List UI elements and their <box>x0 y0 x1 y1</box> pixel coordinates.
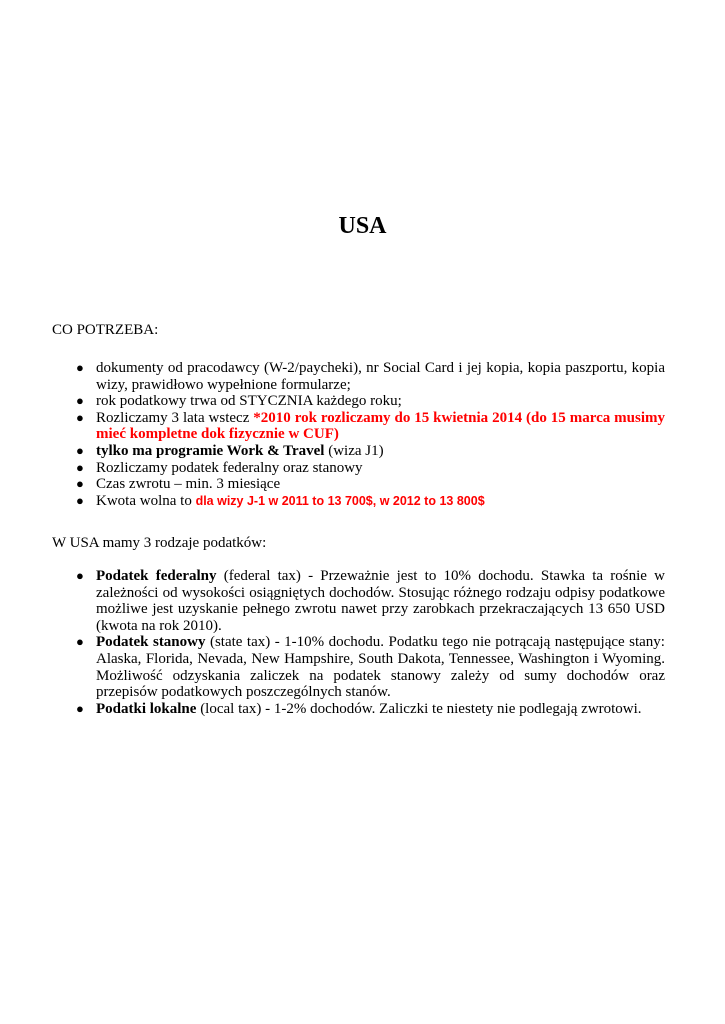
list-item-text: Rozliczamy podatek federalny oraz stanowy <box>96 459 363 476</box>
list-item <box>0 360 725 393</box>
list-item-text: dokumenty od pracodawcy (W-2/paycheki), nr Social Card i jej kopia, kopia paszportu, kopia wizy, prawidłowo wypełnione formularze; <box>96 360 665 393</box>
list-item-text: (wiza J1) <box>324 442 384 459</box>
list-item-text: (federal tax) - Przeważnie jest to 10% dochodu. Stawka ta rośnie w zależności od wysokości osiągniętych dochodów. Stosując różnego rodzaju odpisy podatkowe możliwe jest uzyskanie pełnego zwrotu nawet przy zarobkach przekraczających 13 650 USD (kwota na rok 2010). <box>96 568 665 634</box>
requirements-list <box>0 360 725 509</box>
page-title: USA <box>338 213 387 239</box>
bullet-icon: ● <box>76 442 84 458</box>
section-heading-tax-types: W USA mamy 3 rodzaje podatków: <box>52 535 267 551</box>
list-item-text: (local tax) - 1-2% dochodów. Zaliczki te niestety nie podlegają zwrotowi. <box>196 700 642 717</box>
bullet-icon: ● <box>76 568 84 583</box>
list-item <box>0 476 725 493</box>
tax-type-label: Podatek federalny <box>96 568 217 584</box>
tax-types-list <box>0 568 725 717</box>
list-item <box>0 393 725 410</box>
bullet-icon: ● <box>76 476 84 492</box>
list-item <box>0 568 725 634</box>
program-label: tylko ma programie Work & Travel <box>96 442 325 459</box>
list-item-text: (state tax) - 1-10% dochodu. Podatku tego nie potrącają następujące stany: Alaska, Florida, Nevada, New Hampshire, South Dakota, Tennessee, Washington i Wyoming. Możliwość odzyskania zaliczek na podatek stanowy zależy od sumy dochodów oraz przepisów podatkowych poszczególnych stanów. <box>96 634 665 701</box>
tax-type-label: Podatek stanowy <box>96 634 206 651</box>
list-item-text: Czas zwrotu – min. 3 miesiące <box>96 476 281 493</box>
bullet-icon: ● <box>76 700 84 716</box>
bullet-icon: ● <box>76 409 84 425</box>
list-item-text: Rozliczamy 3 lata wstecz <box>96 409 254 426</box>
section-heading-requirements: CO POTRZEBA: <box>52 322 159 338</box>
deadline-highlight: *2010 rok rozliczamy do 15 kwietnia 2014 (do 15 marca musimy mieć kompletne dok fizycznie w CUF) <box>96 409 665 443</box>
list-item-text: Kwota wolna to <box>96 492 196 509</box>
bullet-icon: ● <box>76 393 84 409</box>
bullet-icon: ● <box>76 459 84 475</box>
bullet-icon: ● <box>76 492 84 508</box>
list-item <box>0 443 725 460</box>
list-item-text: rok podatkowy trwa od STYCZNIA każdego roku; <box>96 393 402 410</box>
list-item <box>0 410 725 443</box>
tax-free-amount-highlight: dla wizy J-1 w 2011 to 13 700$, w 2012 to 13 800$ <box>195 493 485 508</box>
list-item <box>0 701 725 718</box>
list-item <box>0 493 725 510</box>
list-item <box>0 634 725 700</box>
list-item <box>0 460 725 477</box>
bullet-icon: ● <box>76 634 84 650</box>
tax-type-label: Podatki lokalne <box>96 700 197 717</box>
bullet-icon: ● <box>76 360 84 375</box>
